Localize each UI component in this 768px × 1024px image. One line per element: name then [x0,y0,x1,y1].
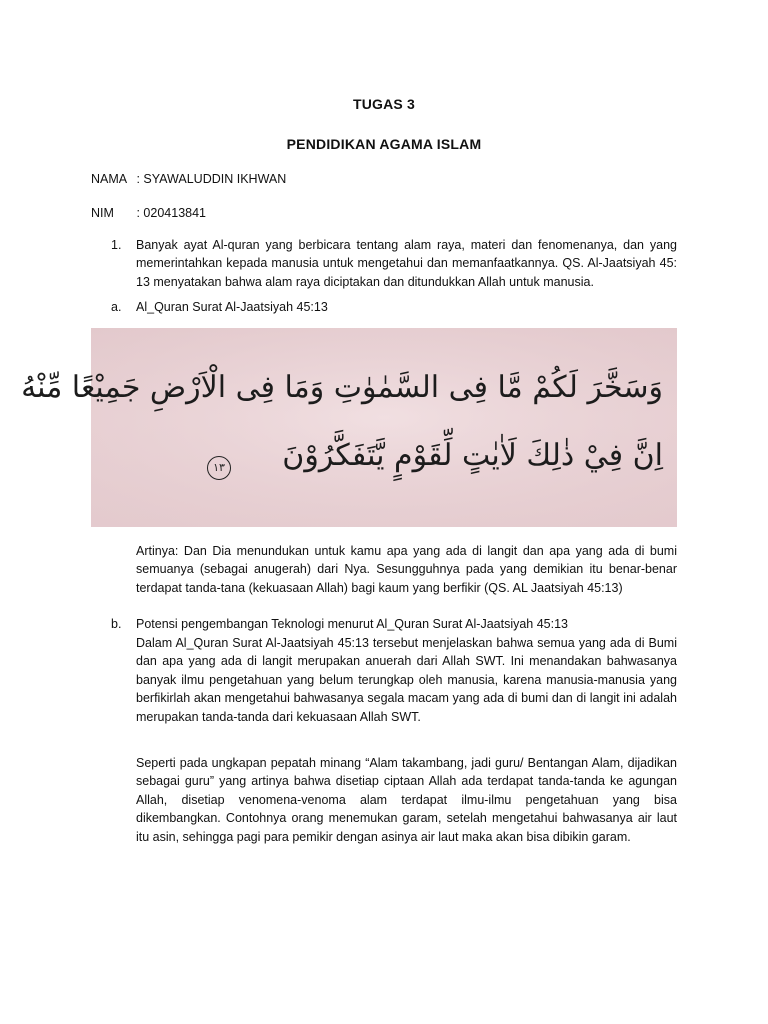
nim-label: NIM [91,206,114,220]
verse-translation: Artinya: Dan Dia menundukan untuk kamu apa yang ada di langit dan apa yang ada di bumi semuanya (sebagai anugerah) dari Nya. Sesungguhnya pada yang demikian itu benar-benar terdapat tanda-tana (kekuasaan Allah) bagi kaum yang berfikir (QS. AL Jaatsiyah 45:13) [136,544,677,595]
document-subtitle: PENDIDIKAN AGAMA ISLAM [286,136,482,152]
photo-texture [91,328,677,527]
item-b-marker: b. [111,617,122,631]
item-a-heading: Al_Quran Surat Al-Jaatsiyah 45:13 [136,300,328,314]
name-field [91,172,286,186]
quran-verse-photo [21,328,677,527]
document-title: TUGAS 3 [352,96,416,112]
item-a-marker: a. [111,300,122,314]
item-b-heading: Potensi pengembangan Teknologi menurut Al_Quran Surat Al-Jaatsiyah 45:13 [136,617,569,631]
arabic-verse-line-1: وَسَخَّرَ لَكُمْ مَّا فِى السَّمٰوٰتِ وَمَا فِى الْاَرْضِ جَمِيْعًا مِّنْهُ [21,370,663,405]
name-label: NAMA [91,172,128,186]
item-1-text: Banyak ayat Al-quran yang berbicara tentang alam raya, materi dan fenomenanya, dan yang memerintahkan kepada manusia untuk mengetahui dan memanfaatkannya. QS. Al-Jaatsiyah 45: 13 menyatakan bahwa alam raya diciptakan dan ditundukkan Allah untuk manusia. [136,238,677,289]
arabic-verse-line-2: اِنَّ فِيْ ذٰلِكَ لَاٰيٰتٍ لِّقَوْمٍ يَّتَفَكَّرُوْنَ [282,438,663,473]
nim-value: : 020413841 [136,206,206,220]
verse-number-mark: ١٣ [207,456,231,480]
item-b-paragraph-1: Dalam Al_Quran Surat Al-Jaatsiyah 45:13 tersebut menjelaskan bahwa semua yang ada di Bumi dan apa yang ada di langit merupakan anuerah dari Allah SWT. Ini menandakan bahwasanya banyak ilmu pengetahuan yang belum terungkap oleh manusia, karena manusia-manusia yang berfikirlah akan mengetahui bahwasanya segala macam yang ada di bumi dan di langit ini adalah merupakan tanda-tanda dari kekuasaan Allah SWT. [136,636,677,724]
item-b-paragraph-2: Seperti pada ungkapan pepatah minang “Alam takambang, jadi guru/ Bentangan Alam, dijadikan sebagai guru” yang artinya bahwa disetiap ciptaan Allah ada terdapat tanda-tanda ke agungan Allah, disetiap venomena-venoma alam terdapat ilmu-ilmu pengetahuan yang bisa dikembangkan. Contohnya orang menemukan garam, setelah mengetahui bahwasanya air laut itu asin, sehingga pagi para pemikir dengan asinya air laut maka akan bisa dibikin garam. [136,756,677,844]
item-1-number: 1. [111,238,122,252]
nim-field [91,206,206,220]
name-value: : SYAWALUDDIN IKHWAN [136,172,287,186]
